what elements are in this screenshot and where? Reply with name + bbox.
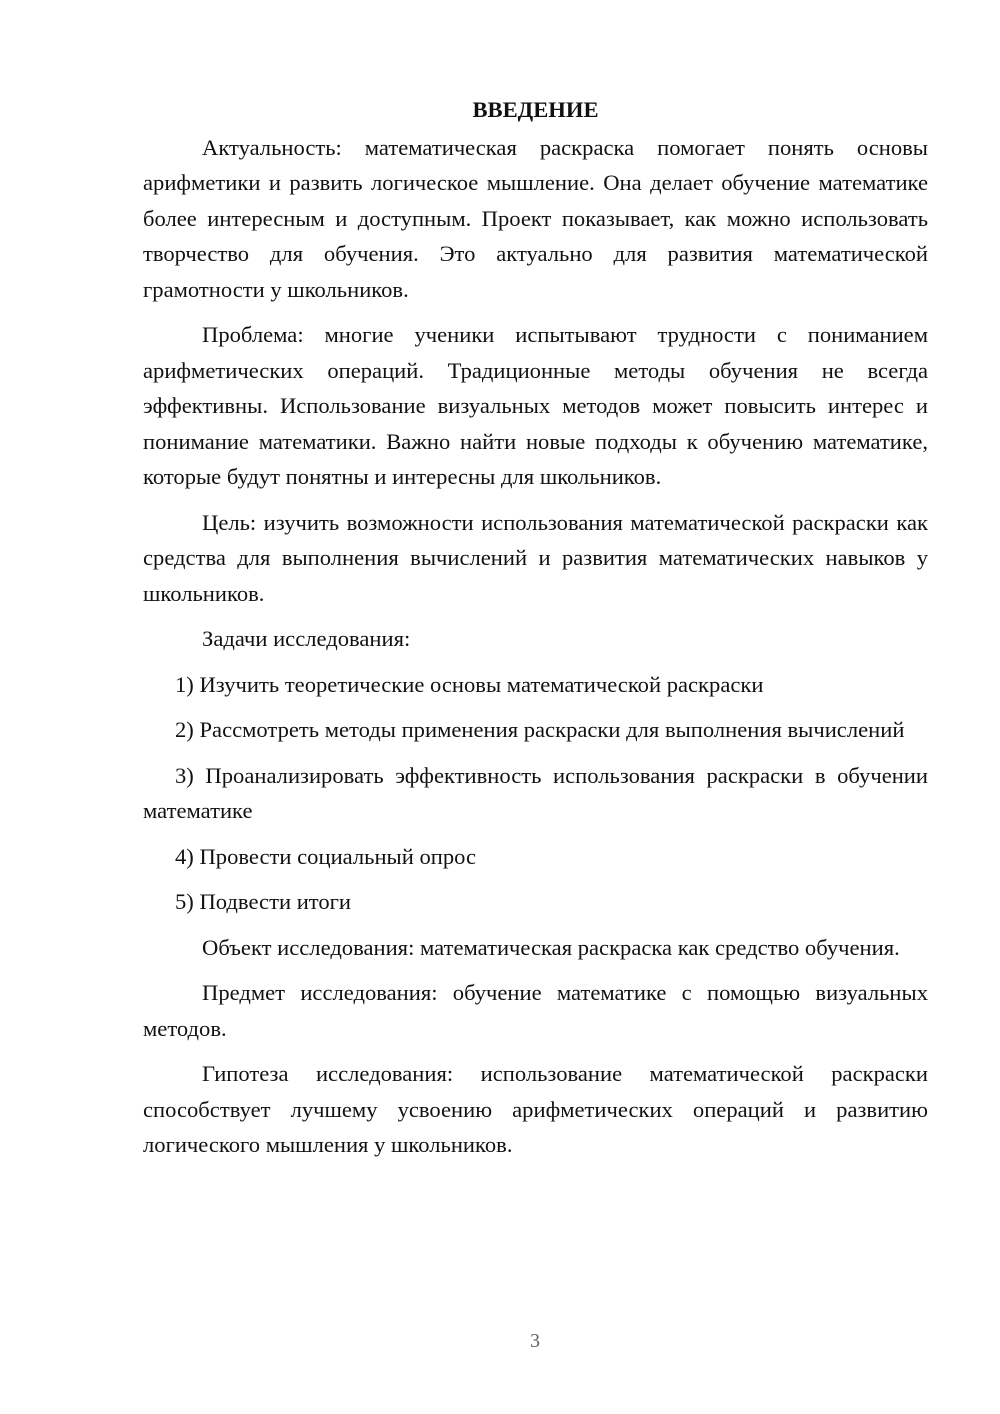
list-item: 5) Подвести итоги <box>175 889 352 914</box>
paragraph-goal: Цель: изучить возможности использования математической раскраски как средства для выполнения вычислений и развития математических навыков у школьников. <box>143 509 928 606</box>
page-title: ВВЕДЕНИЕ <box>472 97 599 122</box>
list-item: 1) Изучить теоретические основы математической раскраски <box>175 671 764 697</box>
list-item: 4) Провести социальный опрос <box>175 843 477 869</box>
page-number: 3 <box>530 1330 540 1352</box>
paragraph-relevance: Актуальность: математическая раскраска помогает понять основы арифметики и развить логическое мышление. Она делает обучение математике более интересным и доступным. Проект показывает, как можно использовать творчество для обучения. Это актуально для развития математической грамотности у школьников. <box>143 134 928 302</box>
paragraph-tasks-intro: Задачи исследования: <box>202 626 411 651</box>
list-item: 2) Рассмотреть методы применения раскраски для выполнения вычислений <box>175 717 905 742</box>
paragraph-object: Объект исследования: математическая раскраска как средство обучения. <box>202 934 900 960</box>
task-list <box>143 667 928 920</box>
page-content <box>143 92 928 1173</box>
paragraph-problem: Проблема: многие ученики испытывают трудности с пониманием арифметических операций. Традиционные методы обучения не всегда эффективны. Использование визуальных методов может повысить интерес и понимание математики. Важно найти новые подходы к обучению математике, которые будут понятны и интересны для школьников. <box>143 322 928 489</box>
paragraph-hypothesis: Гипотеза исследования: использование математической раскраски способствует лучшему усвоению арифметических операций и развитию логического мышления у школьников. <box>143 1061 928 1157</box>
list-item: 3) Проанализировать эффективность использования раскраски в обучении математике <box>143 762 928 823</box>
paragraph-subject: Предмет исследования: обучение математике с помощью визуальных методов. <box>143 980 928 1041</box>
